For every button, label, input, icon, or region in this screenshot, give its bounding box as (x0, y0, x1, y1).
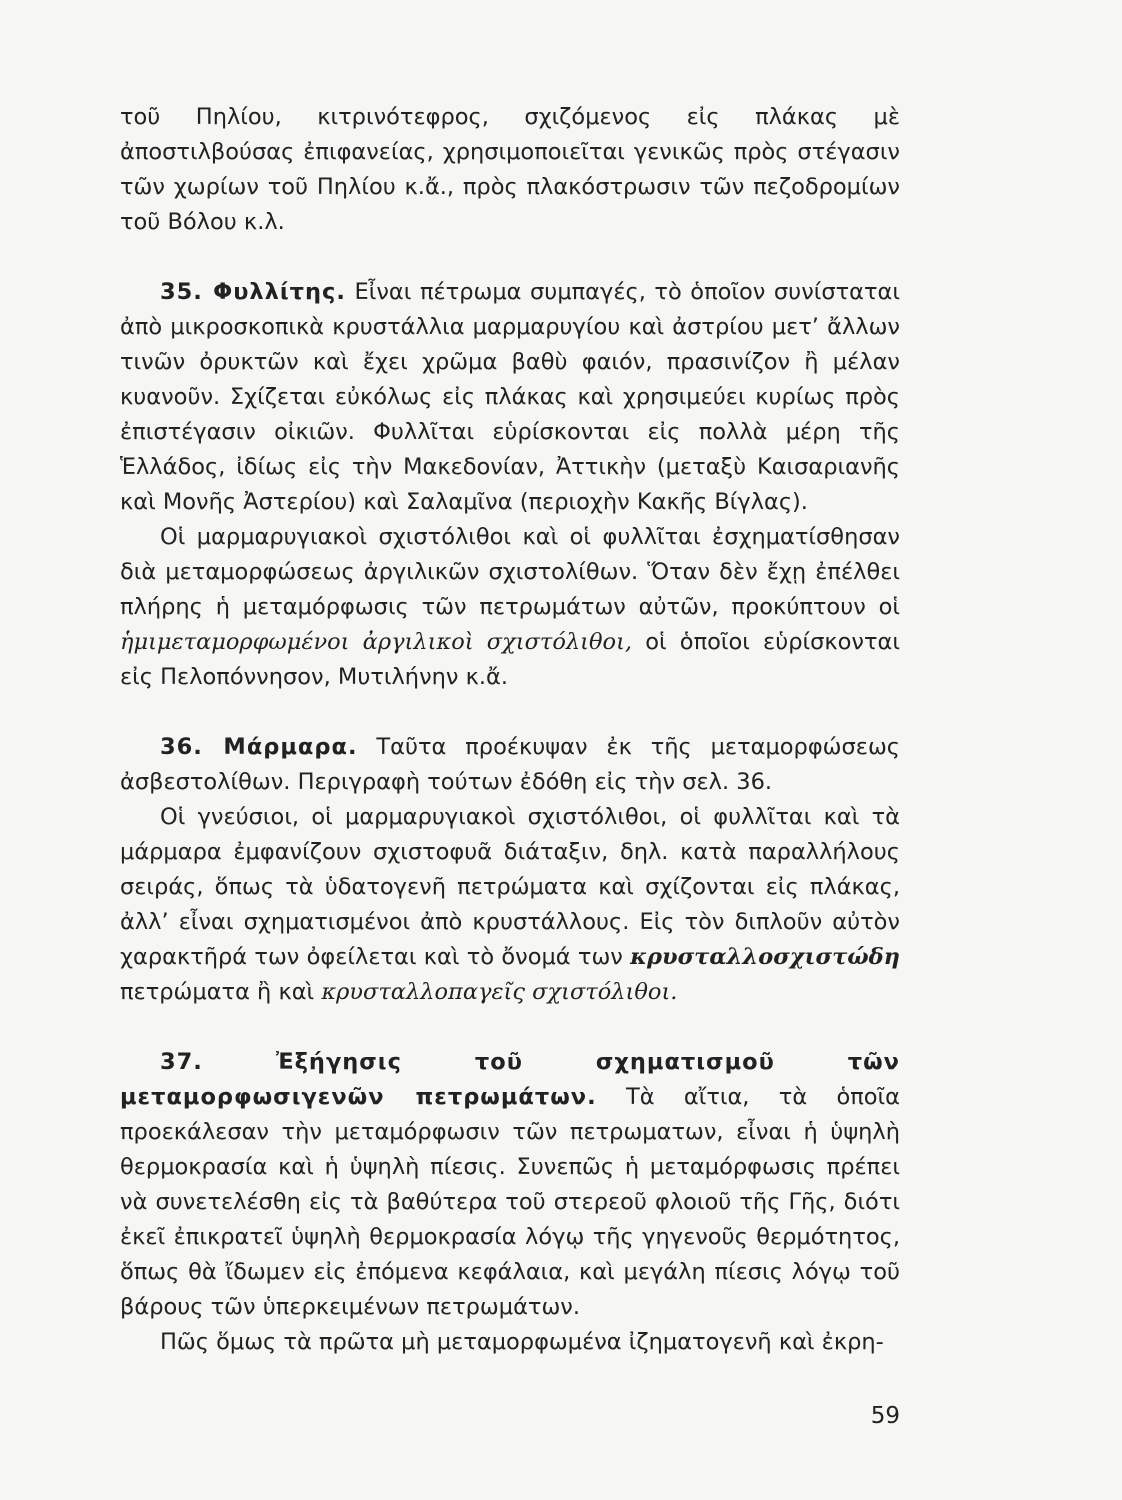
body-text (120, 100, 900, 1360)
paragraph-crystalline (120, 800, 900, 1010)
paragraph-text: Τὰ αἴτια, τὰ ὁποῖα προεκάλεσαν τὴν μεταμόρφωσιν τῶν πετρωματων, εἶναι ἡ ὑψηλὴ θερμοκρασία καὶ ἡ ὑψηλὴ πίεσις. Συνεπῶς ἡ μεταμόρφωσις πρέπει νὰ συνετελέσθη εἰς τὰ βαθύτερα τοῦ στερεοῦ φλοιοῦ τῆς Γῆς, διότι ἐκεῖ ἐπικρατεῖ ὑψηλὴ θερμοκρασία λόγῳ τῆς γηγενοῦς θερμότητος, ὅπως θὰ ἴδωμεν εἰς ἐπόμενα κεφάλαια, καὶ μεγάλη πίεσις λόγῳ τοῦ βάρους τῶν ὑπερκειμένων πετρωμάτων. (120, 1084, 900, 1320)
section-35 (120, 275, 900, 520)
italic-term: κρυσταλλοσχιστώδη (630, 944, 900, 970)
section-heading-35: 35. Φυλλίτης. (160, 279, 346, 305)
section-heading-37: 37. Ἐξήγησις τοῦ σχηματισμοῦ τῶν μεταμορφωσιγενῶν πετρωμάτων. (120, 1049, 900, 1110)
section-36 (120, 730, 900, 800)
paragraph-schists (120, 520, 900, 695)
page-number: 59 (870, 1403, 900, 1429)
paragraph-text: οἱ ὁποῖοι εὑρίσκονται εἰς Πελοπόννησον, Μυτιλήνην κ.ἄ. (120, 629, 900, 690)
paragraph-text: πετρώματα ἢ καὶ (120, 979, 322, 1005)
section-heading-36: 36. Μάρμαρα. (160, 734, 358, 760)
italic-term: ἡμιμεταμορφωμένοι ἀργιλικοὶ σχιστόλιθοι, (120, 629, 633, 655)
paragraph-final (120, 1325, 900, 1360)
paragraph-text: Οἱ γνεύσιοι, οἱ μαρμαρυγιακοὶ σχιστόλιθοι, οἱ φυλλῖται καὶ τὰ μάρμαρα ἐμφανίζουν σχιστοφυᾶ διάταξιν, δηλ. κατὰ παραλλήλους σειράς, ὅπως τὰ ὑδατογενῆ πετρώματα καὶ σχίζονται εἰς πλάκας, ἀλλ’ εἶναι σχηματισμένοι ἀπὸ κρυστάλλους. Εἰς τὸν διπλοῦν αὐτὸν χαρακτῆρά των ὀφείλεται καὶ τὸ ὄνομά των (120, 804, 900, 970)
italic-term: κρυσταλλοπαγεῖς σχιστόλιθοι. (321, 979, 678, 1005)
paragraph-text: τοῦ Πηλίου, κιτρινότεφρος, σχιζόμενος εἰς πλάκας μὲ ἀποστιλβούσας ἐπιφανείας, χρησιμοποιεῖται γενικῶς πρὸς στέγασιν τῶν χωρίων τοῦ Πηλίου κ.ἄ., πρὸς πλακόστρωσιν τῶν πεζοδρομίων τοῦ Βόλου κ.λ. (120, 104, 900, 235)
paragraph-text: Εἶναι πέτρωμα συμπαγές, τὸ ὁποῖον συνίσταται ἀπὸ μικροσκοπικὰ κρυστάλλια μαρμαρυγίου καὶ ἀστρίου μετ’ ἄλλων τινῶν ὀρυκτῶν καὶ ἔχει χρῶμα βαθὺ φαιόν, πρασινίζον ἢ μέλαν κυανοῦν. Σχίζεται εὐκόλως εἰς πλάκας καὶ χρησιμεύει κυρίως πρὸς ἐπιστέγασιν οἰκιῶν. Φυλλῖται εὑρίσκονται εἰς πολλὰ μέρη τῆς Ἑλλάδος, ἰδίως εἰς τὴν Μακεδονίαν, Ἀττικὴν (μεταξὺ Καισαριανῆς καὶ Μονῆς Ἀστερίου) καὶ Σαλαμῖνα (περιοχὴν Κακῆς Βίγλας). (120, 279, 900, 515)
paragraph-continuation (120, 100, 900, 240)
section-37 (120, 1045, 900, 1325)
paragraph-text: Οἱ μαρμαρυγιακοὶ σχιστόλιθοι καὶ οἱ φυλλῖται ἐσχηματίσθησαν διὰ μεταμορφώσεως ἀργιλικῶν σχιστολίθων. Ὅταν δὲν ἔχῃ ἐπέλθει πλήρης ἡ μεταμόρφωσις τῶν πετρωμάτων αὐτῶν, προκύπτουν οἱ (120, 524, 900, 620)
paragraph-text: Πῶς ὅμως τὰ πρῶτα μὴ μεταμορφωμένα ἰζηματογενῆ καὶ ἐκρη- (160, 1329, 884, 1355)
paragraph-text: Ταῦτα προέκυψαν ἐκ τῆς μεταμορφώσεως ἀσβεστολίθων. Περιγραφὴ τούτων ἐδόθη εἰς τὴν σελ. 36. (120, 734, 900, 795)
